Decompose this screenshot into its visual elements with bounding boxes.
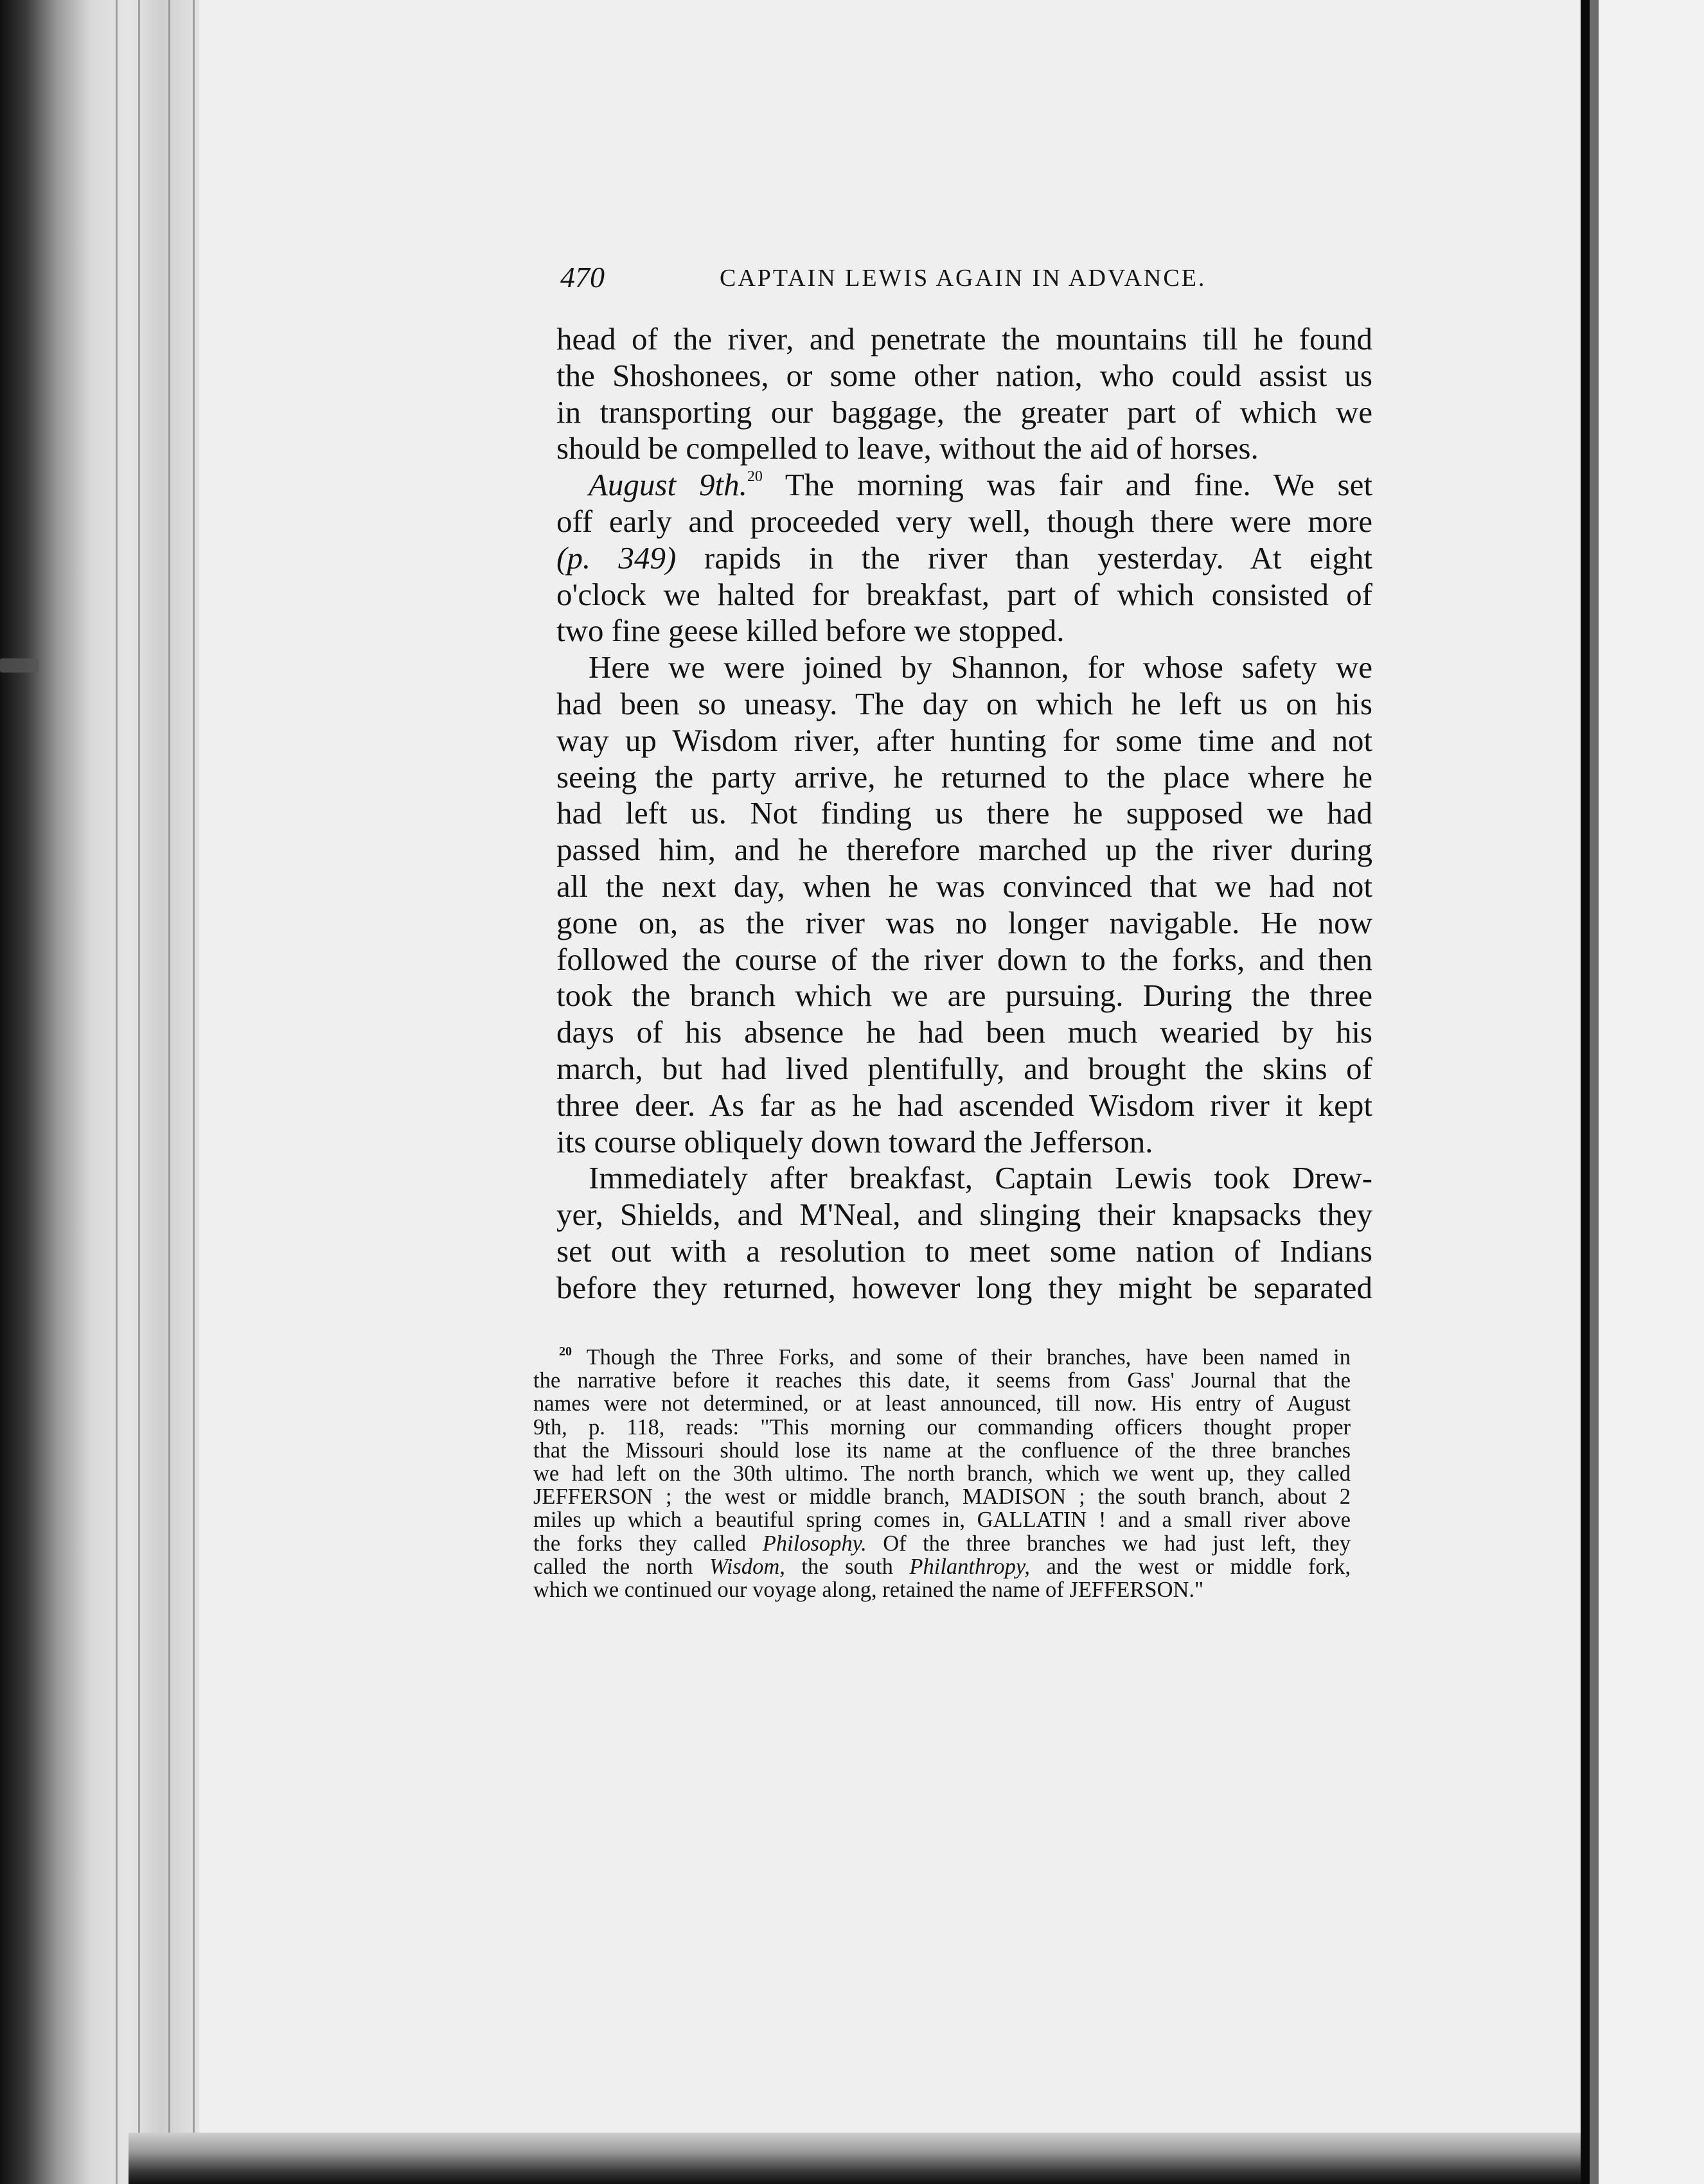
footnote-ref: 20 — [747, 468, 763, 486]
text-line: August 9th.$^{20}$ The morning was fair and fine. We set — [589, 467, 1372, 503]
text-line: in transporting our baggage, the greater part of which we — [556, 394, 1372, 430]
text-line: set out with a resolution to meet some nation of Indians — [556, 1233, 1372, 1269]
text-line: head of the river, and penetrate the mountains till he found — [556, 321, 1372, 357]
text-line: off early and proceeded very well, though there were more — [556, 503, 1372, 539]
original-page-ref: (p. 349) — [556, 540, 677, 576]
text-line: had left us. Not finding us there he supposed we had — [556, 795, 1372, 831]
footnote-line: that the Missouri should lose its name at the confluence of the three branches — [533, 1438, 1351, 1463]
text-line: followed the course of the river down to the forks, and then — [556, 941, 1372, 977]
page-number: 470 — [560, 261, 605, 294]
text-line: gone on, as the river was no longer navigable. He now — [556, 904, 1372, 940]
footnote-line: JEFFERSON ; the west or middle branch, MADISON ; the south branch, about 2 — [533, 1484, 1351, 1510]
footnote-line: called the north Wisdom, the south Philanthropy, and the west or middle fork, — [533, 1554, 1351, 1579]
footnote-line: which we continued our voyage along, retained the name of JEFFERSON." — [533, 1577, 1204, 1602]
text-line: all the next day, when he was convinced that we had not — [556, 868, 1372, 904]
footnote-line: the narrative before it reaches this date, it seems from Gass' Journal that the — [533, 1368, 1351, 1393]
footnote-line: names were not determined, or at least announced, till now. His entry of August — [533, 1391, 1351, 1416]
text-line: days of his absence he had been much wearied by his — [556, 1014, 1372, 1050]
book-gutter — [0, 0, 212, 2184]
footnote-line: miles up which a beautiful spring comes in, GALLATIN ! and a small river above — [533, 1508, 1351, 1533]
footnote — [533, 1346, 1351, 1601]
footnote-line: we had left on the 30th ultimo. The north branch, which we went up, they called — [533, 1461, 1351, 1486]
text-line: march, but had lived plentifully, and brought the skins of — [556, 1050, 1372, 1086]
running-head: CAPTAIN LEWIS AGAIN IN ADVANCE. — [720, 265, 1207, 292]
text-line: way up Wisdom river, after hunting for some time and not — [556, 722, 1372, 758]
text-line: took the branch which we are pursuing. During the three — [556, 978, 1372, 1014]
text-line: o'clock we halted for breakfast, part of which consisted of — [556, 576, 1372, 612]
page-bottom-edge — [129, 2133, 1587, 2184]
text-line: had been so uneasy. The day on which he left us on his — [556, 685, 1372, 721]
body-text — [556, 321, 1372, 1307]
text-line: passed him, and he therefore marched up the river during — [556, 832, 1372, 868]
facing-page-edge — [1581, 0, 1704, 2184]
text-line: Here we were joined by Shannon, for whose safety we — [589, 649, 1372, 685]
text-line: Immediately after breakfast, Captain Lewis took Drew- — [589, 1160, 1372, 1196]
text-line: seeing the party arrive, he returned to the place where he — [556, 759, 1372, 795]
footnote-line: the forks they called Philosophy. Of the three branches we had just left, they — [533, 1531, 1351, 1556]
footnote-line: 9th, p. 118, reads: "This morning our commanding officers thought proper — [533, 1414, 1351, 1440]
gutter-mark — [0, 658, 39, 673]
text-line: its course obliquely down toward the Jefferson. — [556, 1123, 1153, 1159]
text-line: the Shoshonees, or some other nation, who could assist us — [556, 357, 1372, 393]
text-line: before they returned, however long they might be separated — [556, 1269, 1372, 1305]
text-line: yer, Shields, and M'Neal, and slinging their knapsacks they — [556, 1197, 1372, 1233]
footnote-line: $^{20}$ Though the Three Forks, and some of their branches, have been named in — [559, 1344, 1351, 1369]
text-line: should be compelled to leave, without the aid of horses. — [556, 430, 1259, 466]
text-line: (p. 349) rapids in the river than yesterday. At eight — [556, 540, 1373, 576]
text-line: three deer. As far as he had ascended Wisdom river it kept — [556, 1087, 1372, 1123]
footnote-marker: 20 — [559, 1344, 572, 1359]
text-line: two fine geese killed before we stopped. — [556, 613, 1065, 649]
entry-date: August 9th. — [589, 467, 747, 503]
page-header — [560, 260, 1376, 305]
